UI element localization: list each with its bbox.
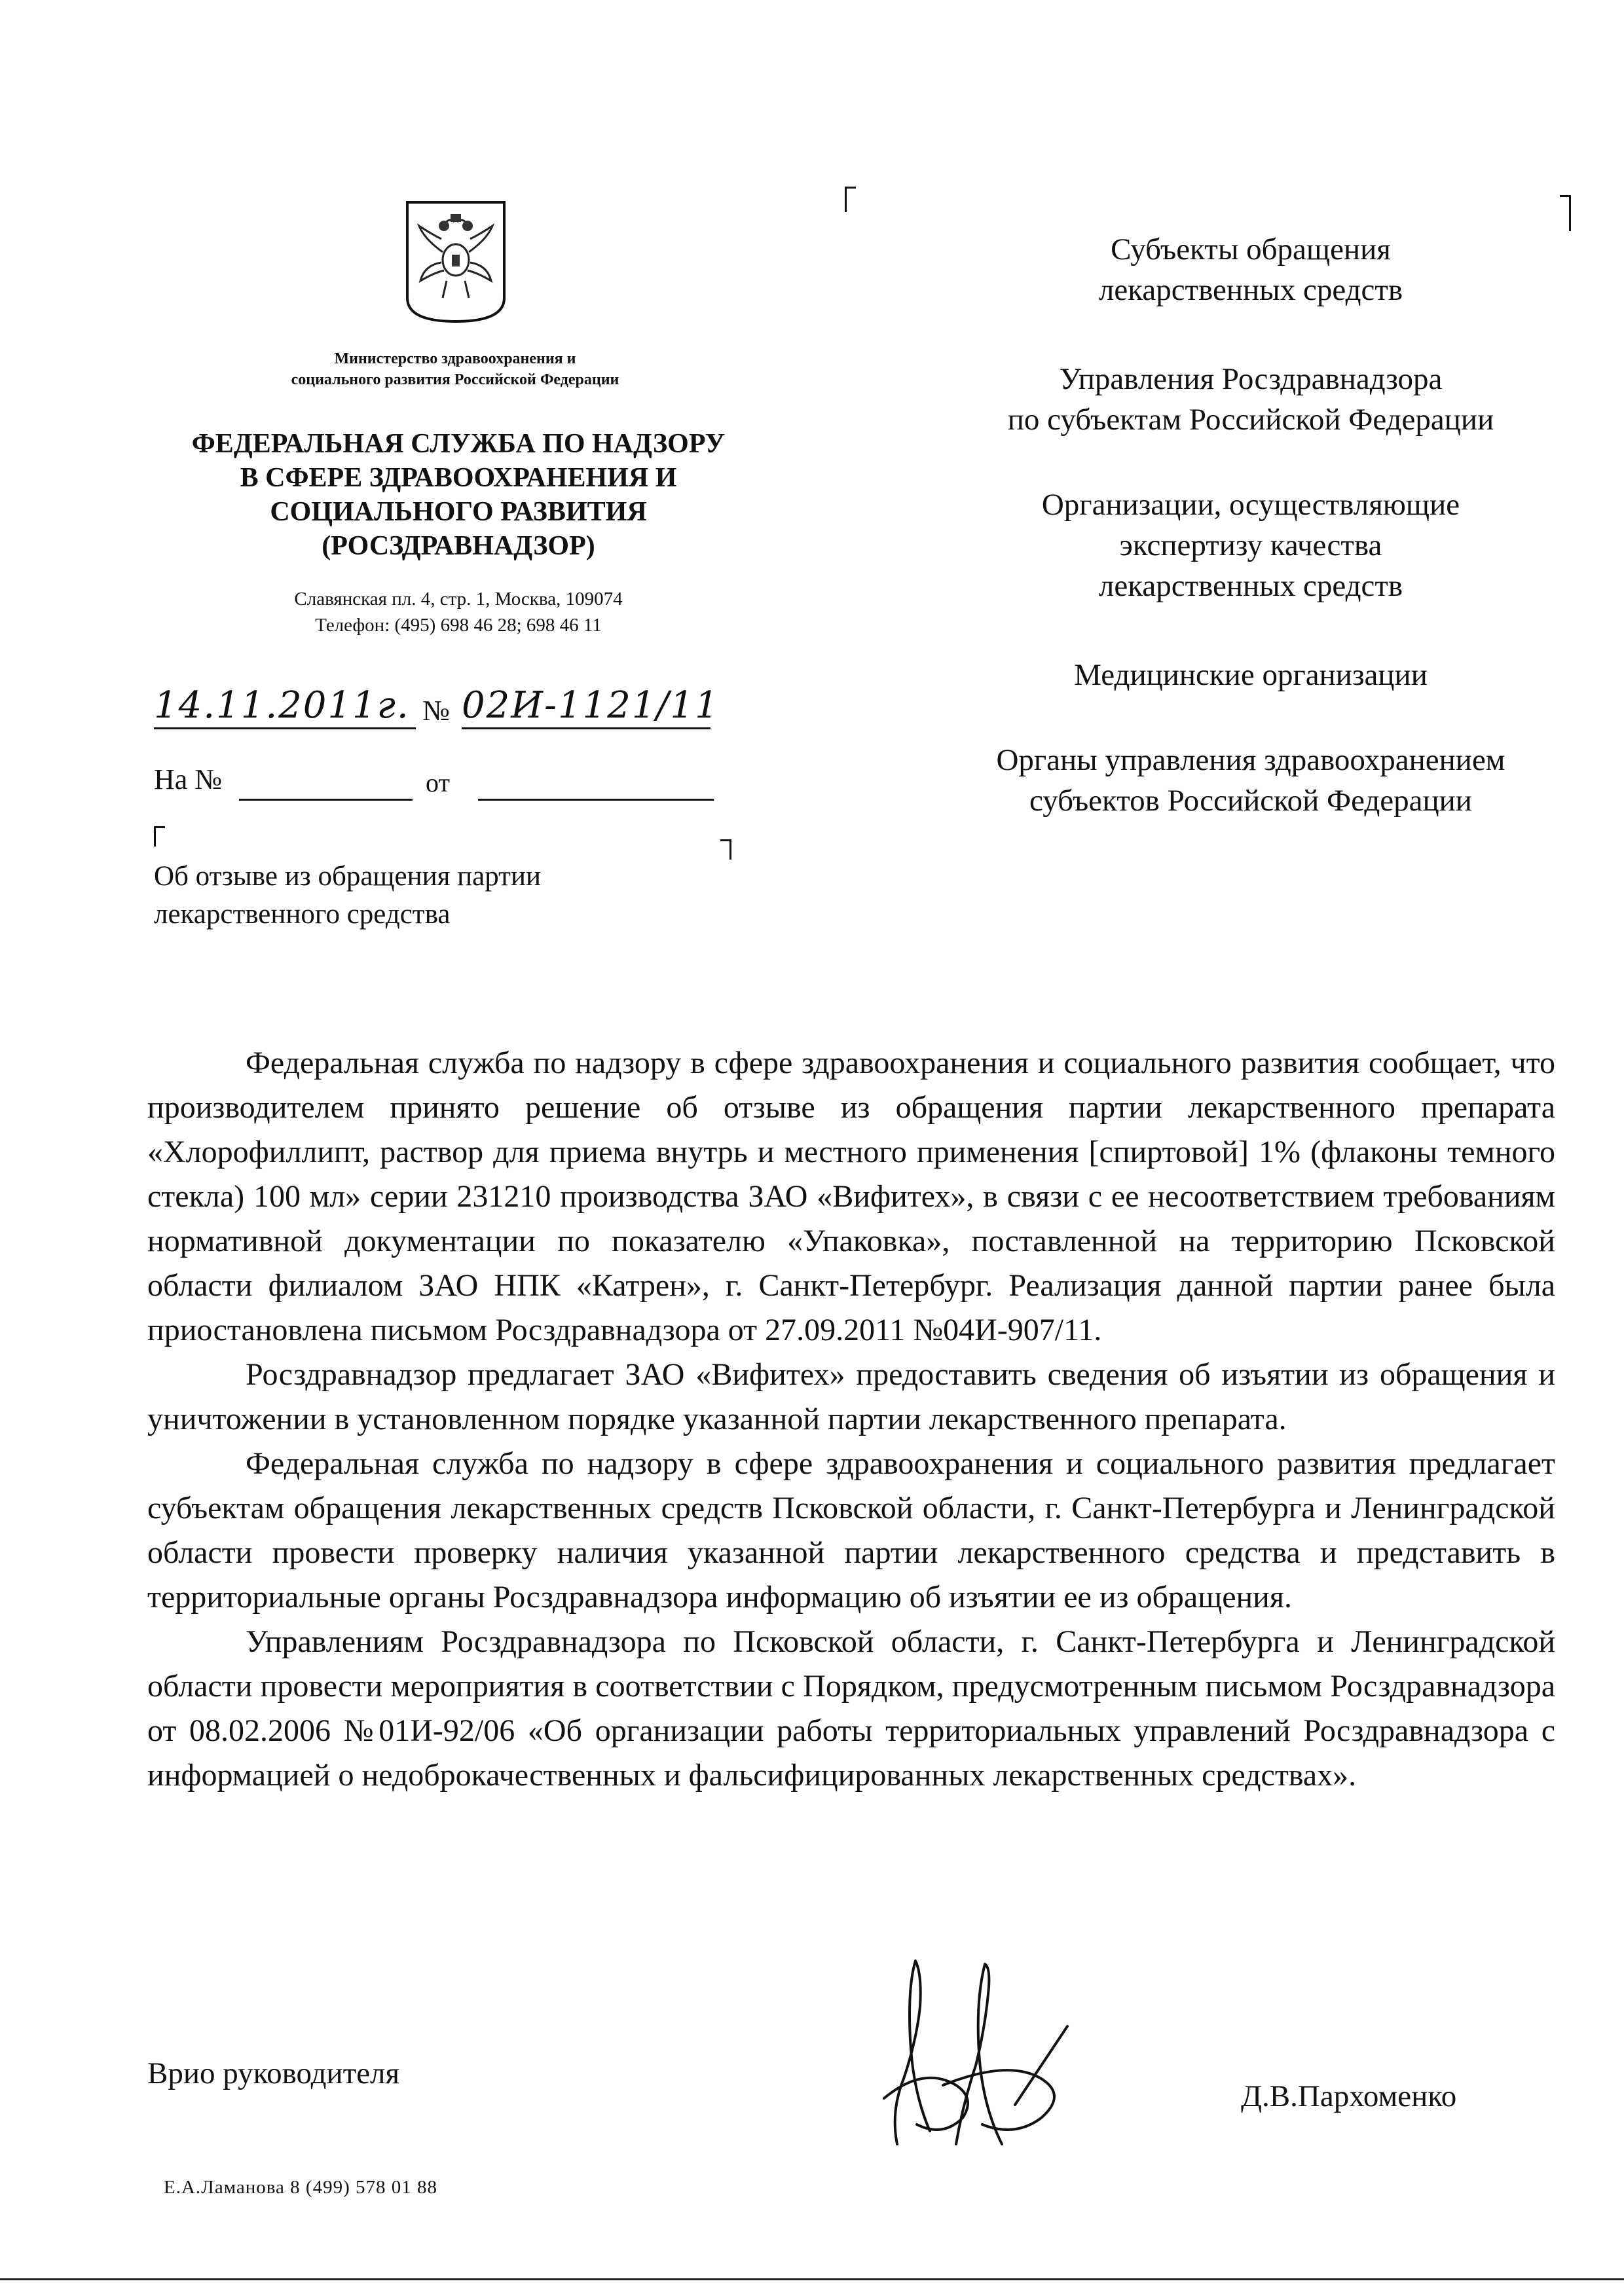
ministry-line-2: социального развития Российской Федерации	[291, 371, 619, 388]
reply-from-label: от	[426, 768, 450, 797]
letter-body	[147, 1041, 1555, 1798]
body-paragraph-3: Федеральная служба по надзору в сфере здравоохранения и социального развития предлагает субъектам обращения лекарственных средств Псковской области, г. Санкт-Петербурга и Ленинградской области провести проверку наличия указанной партии лекарственного средства и представить в территориальные органы Росздравнадзора информацию об изъятии ее из обращения.	[147, 1446, 1555, 1614]
subject-line-2: лекарственного средства	[154, 899, 451, 930]
number-field	[462, 684, 720, 729]
ministry-line-1: Министерство здравоохранения и	[334, 350, 576, 367]
signatory-name: Д.В.Пархоменко	[1241, 2079, 1457, 2113]
number-label: №	[422, 695, 450, 727]
letter-number: 02И-1121/11	[462, 684, 720, 727]
agency-line-4: (РОСЗДРАВНАДЗОР)	[322, 531, 595, 561]
agency-address: Славянская пл. 4, стр. 1, Москва, 109074	[294, 589, 623, 610]
subject-line-1: Об отзыве из обращения партии	[154, 861, 541, 892]
recipient-line: лекарственных средств	[1098, 273, 1403, 307]
signatory-position: Врио руководителя	[147, 2056, 400, 2090]
recipient-group-4	[910, 655, 1591, 695]
body-paragraph-4: Управлениям Росздравнадзора по Псковской области, г. Санкт-Петербурга и Ленинградской области провести мероприятия в соответствии с Порядком, предусмотренным письмом Росздравнадзора от 08.02.2006 №01И-92/06 «Об организации работы территориальных управлений Росздравнадзора с информацией о недоброкачественных и фальсифицированных лекарственных средствах».	[147, 1624, 1555, 1793]
reply-number-label: На №	[154, 763, 223, 795]
agency-line-1: ФЕДЕРАЛЬНАЯ СЛУЖБА ПО НАДЗОРУ	[191, 429, 726, 459]
recipient-line: Субъекты обращения	[1111, 232, 1391, 266]
recipient-line: Органы управления здравоохранением	[996, 743, 1505, 777]
recipient-line: Медицинские организации	[1074, 658, 1428, 692]
bracket-recipients-left	[845, 187, 856, 212]
bracket-top-left	[154, 826, 165, 847]
executor-contact: Е.А.Ламанова 8 (499) 578 01 88	[164, 2177, 437, 2198]
date-field	[154, 684, 416, 729]
letter-date: 14.11.2011г.	[154, 684, 410, 727]
bracket-recipients-right	[1560, 195, 1571, 231]
page-bottom-rule	[0, 2278, 1624, 2280]
agency-phone: Телефон: (495) 698 46 28; 698 46 11	[315, 615, 602, 636]
recipient-group-1	[910, 229, 1591, 310]
recipient-line: Организации, осуществляющие	[1041, 488, 1460, 522]
recipient-group-5	[910, 740, 1591, 821]
recipient-line: экспертизу качества	[1119, 528, 1382, 562]
recipient-line: Управления Росздравнадзора	[1059, 362, 1443, 396]
recipient-group-3	[910, 484, 1591, 606]
coat-of-arms-emblem	[405, 200, 507, 324]
handwritten-signature	[845, 1948, 1094, 2157]
agency-line-2: В СФЕРЕ ЗДРАВООХРАНЕНИЯ И	[240, 463, 677, 493]
body-paragraph-1: Федеральная служба по надзору в сфере здравоохранения и социального развития сообщает, что производителем принято решение об отзыве из обращения партии лекарственного препарата «Хлорофиллипт, раствор для приема внутрь и местного применения [спиртовой] 1% (флаконы темного стекла) 100 мл» серии 231210 производства ЗАО «Вифитех», в связи с ее несоответствием требованиям нормативной документации по показателю «Упаковка», поставленной на территорию Псковской области филиалом ЗАО НПК «Катрен», г. Санкт-Петербург. Реализация данной партии ранее была приостановлена письмом Росздравнадзора от 27.09.2011 №04И-907/11.	[147, 1046, 1555, 1347]
recipient-line: лекарственных средств	[1098, 569, 1403, 603]
reply-date-line	[478, 769, 714, 801]
agency-line-3: СОЦИАЛЬНОГО РАЗВИТИЯ	[270, 497, 647, 527]
recipient-group-2	[910, 359, 1591, 440]
reply-number-line	[239, 769, 413, 801]
body-paragraph-2: Росздравнадзор предлагает ЗАО «Вифитех» предоставить сведения об изъятии из обращения и уничтожении в установленном порядке указанной партии лекарственного препарата.	[147, 1357, 1555, 1436]
bracket-top-right	[720, 839, 731, 860]
recipient-line: по субъектам Российской Федерации	[1007, 403, 1494, 437]
recipient-line: субъектов Российской Федерации	[1029, 784, 1472, 818]
